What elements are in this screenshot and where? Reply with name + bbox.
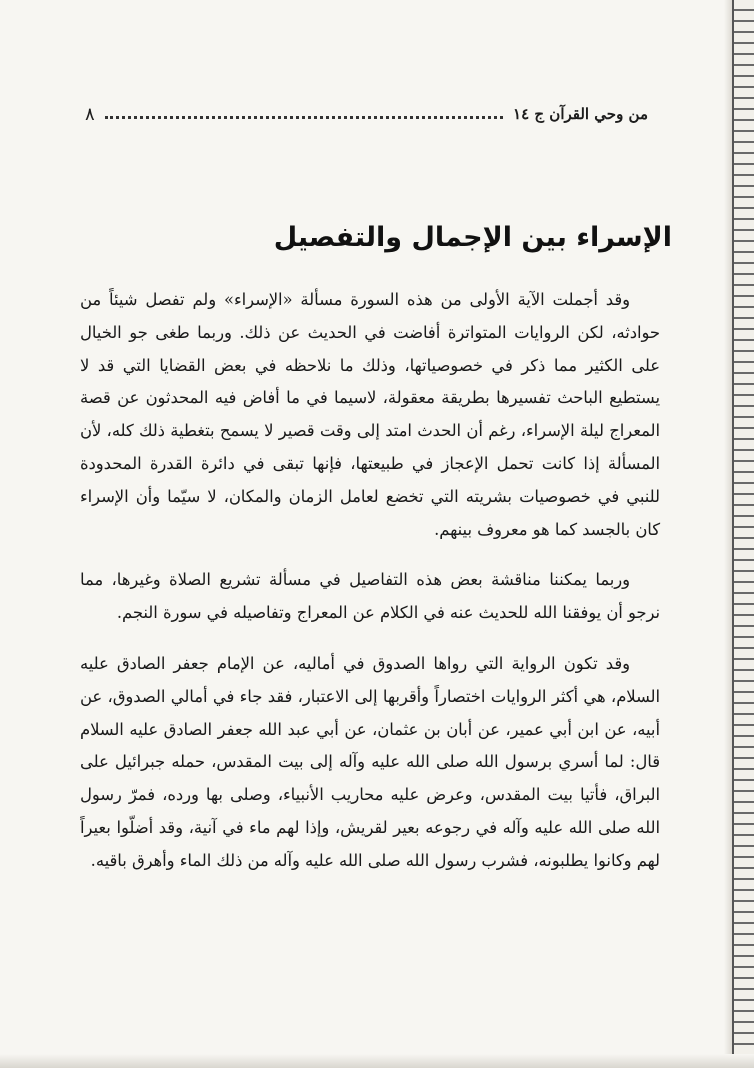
page-bottom-shadow bbox=[0, 1054, 754, 1068]
paragraph: وقد تكون الرواية التي رواها الصدوق في أماليه، عن الإمام جعفر الصادق عليه السلام، هي أكثر الروايات اختصاراً وأقربها إلى الاعتبار، فقد جاء في أمالي الصدوق، عن أبيه، عن ابن أبي عمير، عن أبان بن عثمان، عن أبي عبد الله جعفر الصادق عليه السلام قال: لما أسري برسول الله صلى الله عليه وآله إلى بيت المقدس، حمله جبرائيل على البراق، فأتيا بيت المقدس، وعرض عليه محاريب الأنبياء، وصلى بها ورده، فمرّ رسول الله صلى الله عليه وآله في رجوعه بعير لقريش، وإذا لهم ماء في آنية، وقد أضلّوا بعيراً لهم وكانوا يطلبونه، فشرب رسول الله صلى الله عليه وآله من ذلك الماء وأهرق باقيه. bbox=[80, 653, 660, 870]
running-header bbox=[85, 100, 648, 128]
page-number: ٨ bbox=[85, 103, 95, 125]
book-spine-edge bbox=[732, 0, 754, 1068]
running-header-title: من وحي القرآن ج ١٤ bbox=[513, 105, 648, 123]
page-curl-shadow bbox=[724, 0, 732, 1068]
section-title: الإسراء بين الإجمال والتفصيل bbox=[273, 222, 672, 253]
body-text bbox=[80, 284, 660, 896]
paragraph: وقد أجملت الآية الأولى من هذه السورة مسألة «الإسراء» ولم تفصل شيئاً من حوادثه، لكن الروايات المتواترة أفاضت في الحديث عن ذلك. وربما طغى جو الخيال على الكثير مما ذكر في خصوصياتها، وذلك ما نلاحظه في بعض القضايا التي قد لا يستطيع الباحث تفسيرها بطريقة معقولة، لاسيما في ما أفاض فيه المحدثون عن قصة المعراج ليلة الإسراء، رغم أن الحدث امتد إلى وقت قصير لا يسمح بتغطية ذلك كله، لأن المسألة إذا كانت تحمل الإعجاز في طبيعتها، فإنها تبقى في دائرة القدرة المحدودة للنبي في خصوصيات بشريته التي تخضع لعامل الزمان والمكان، لا سيّما وأن الإسراء كان بالجسد كما هو معروف بينهم. bbox=[80, 290, 660, 539]
header-dotted-leader bbox=[105, 116, 503, 119]
paragraph: وربما يمكننا مناقشة بعض هذه التفاصيل في مسألة تشريع الصلاة وغيرها، مما نرجو أن يوفقنا الله للحديث عنه في الكلام عن المعراج وتفاصيله في سورة النجم. bbox=[80, 570, 660, 623]
